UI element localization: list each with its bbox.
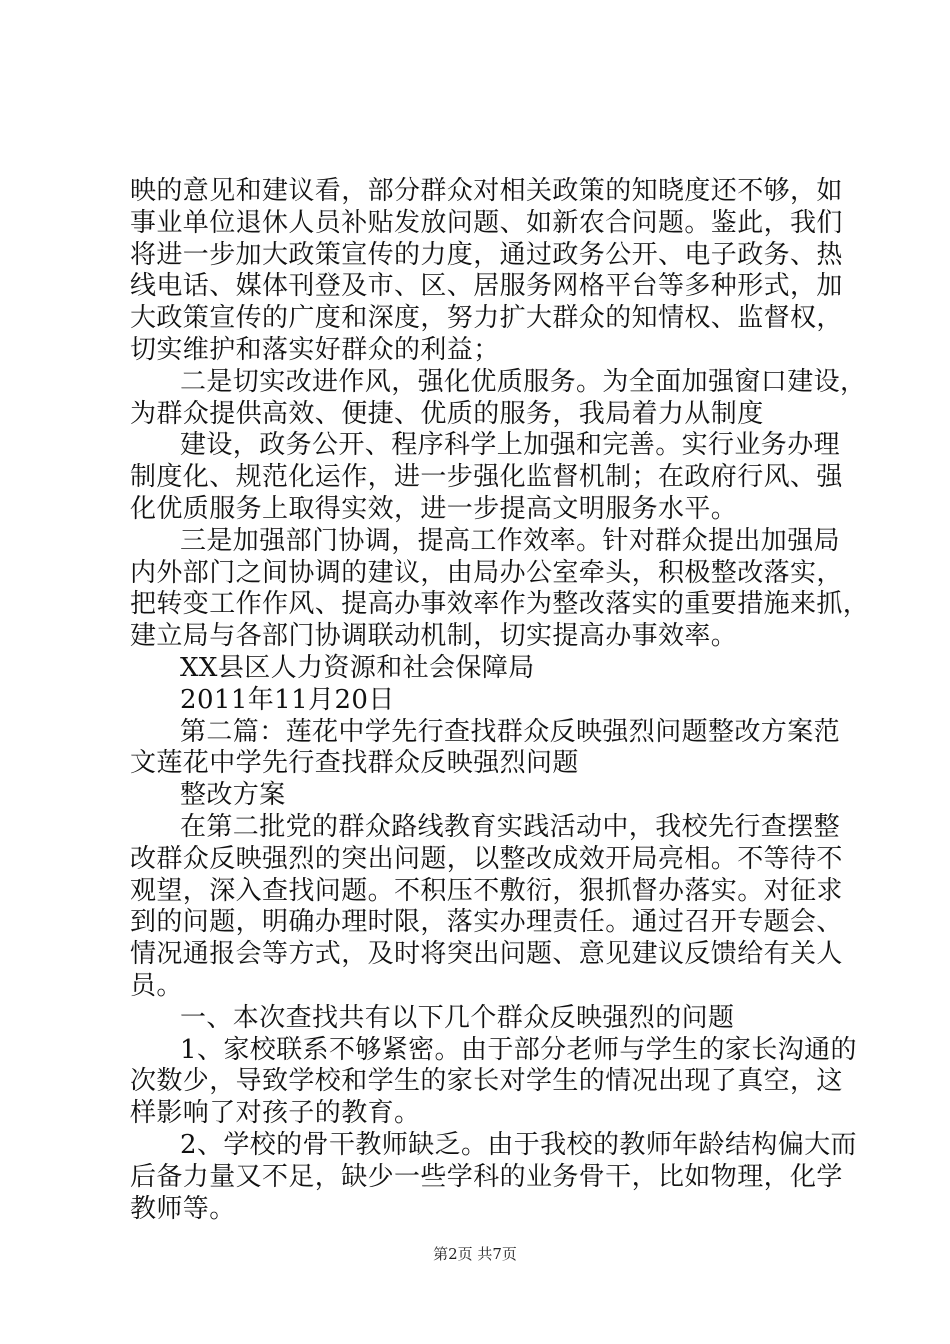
- text-line: 整改方案: [180, 780, 286, 811]
- text-line: 映的意见和建议看，部分群众对相关政策的知晓度还不够，如: [130, 176, 843, 206]
- text-line: XX县区人力资源和社会保障局: [180, 652, 535, 683]
- text-line: 员。: [130, 970, 183, 1001]
- text-line: 1、家校联系不够紧密。由于部分老师与学生的家长沟通的: [180, 1034, 857, 1065]
- text-line: 切实维护和落实好群众的利益；: [130, 334, 500, 365]
- page-footer: 第2页 共7页: [433, 1245, 517, 1263]
- text-line: 化优质服务上取得实效，进一步提高文明服务水平。: [130, 493, 738, 524]
- text-line: 在第二批党的群众路线教育实践活动中，我校先行查摆整: [180, 811, 841, 842]
- text-line: 后备力量又不足，缺少一些学科的业务骨干，比如物理，化学: [130, 1161, 843, 1192]
- text-line: 情况通报会等方式，及时将突出问题、意见建议反馈给有关人: [130, 939, 843, 970]
- text-line: 到的问题，明确办理时限，落实办理责任。通过召开专题会、: [130, 907, 843, 938]
- text-line: 为群众提供高效、便捷、优质的服务，我局着力从制度: [130, 398, 764, 429]
- text-line: 事业单位退休人员补贴发放问题、如新农合问题。鉴此，我们: [130, 207, 843, 238]
- text-line: 观望，深入查找问题。不积压不敷衍，狠抓督办落实。对征求: [130, 875, 843, 906]
- text-line: 文莲花中学先行查找群众反映强烈问题: [130, 748, 579, 779]
- text-line: 将进一步加大政策宣传的力度，通过政务公开、电子政务、热: [130, 239, 843, 270]
- document-body: [130, 176, 870, 1225]
- text-line: 制度化、规范化运作，进一步强化监督机制；在政府行风、强: [130, 462, 843, 493]
- text-line: 建立局与各部门协调联动机制，切实提高办事效率。: [130, 621, 738, 652]
- text-line: 2011年11月20日: [180, 684, 395, 715]
- text-line: 改群众反映强烈的突出问题，以整改成效开局亮相。不等待不: [130, 843, 843, 874]
- text-line: 第二篇：莲花中学先行查找群众反映强烈问题整改方案范: [180, 716, 841, 747]
- text-line: 样影响了对孩子的教育。: [130, 1098, 421, 1129]
- text-line: 内外部门之间协调的建议，由局办公室牵头，积极整改落实，: [130, 557, 843, 588]
- text-line: 2、学校的骨干教师缺乏。由于我校的教师年龄结构偏大而: [180, 1129, 857, 1160]
- text-line: 建设，政务公开、程序科学上加强和完善。实行业务办理: [180, 430, 841, 461]
- text-line: 三是加强部门协调，提高工作效率。针对群众提出加强局: [180, 525, 841, 556]
- text-line: 线电话、媒体刊登及市、区、居服务网格平台等多种形式，加: [130, 271, 843, 302]
- text-line: 把转变工作作风、提高办事效率作为整改落实的重要措施来抓，: [130, 589, 870, 620]
- text-line: 一、本次查找共有以下几个群众反映强烈的问题: [180, 1002, 735, 1033]
- text-line: 二是切实改进作风，强化优质服务。为全面加强窗口建设，: [180, 366, 867, 397]
- text-line: 教师等。: [130, 1193, 236, 1224]
- text-line: 大政策宣传的广度和深度，努力扩大群众的知情权、监督权，: [130, 303, 843, 334]
- text-line: 次数少，导致学校和学生的家长对学生的情况出现了真空，这: [130, 1066, 843, 1097]
